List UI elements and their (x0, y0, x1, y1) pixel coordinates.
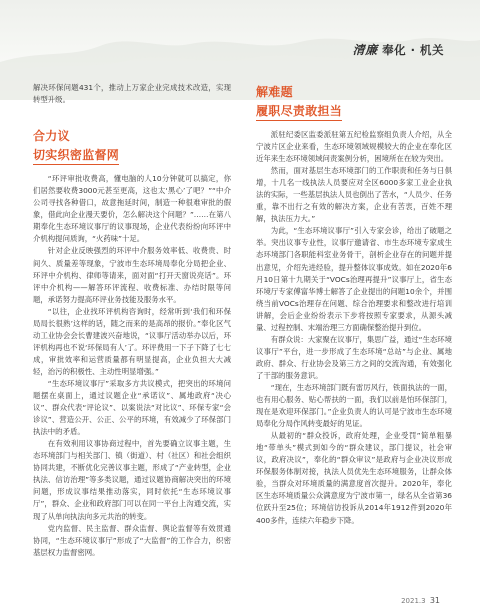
left-section-heading (33, 128, 231, 165)
left-paragraph-1: “环评审批收费高，懂电脑的人10分钟就可以搞定，你们居然要收费3000元甚至更高，这也太‘黑心’了吧？”“中介公司寻找各种借口，故意拖延时间，制造一种很难审批的假象，借此向企业漫天要价，怎么解决这个问题？”……在第八期奉化生态环境议事厅的议事现场，企业代表纷纷向环评中介机构提问质询，“火药味”十足。 (33, 174, 231, 244)
brand-logo: 清廉 (352, 43, 378, 57)
right-paragraph-4: 有群众说：大家聚在议事厅，集思广益，通过“生态环境议事厅”平台，进一步形成了生态环境“总站”与企业、属地政府、群众、行业协会及第三方之间的交流沟通，有效强化了干部的服务意识。 (256, 334, 453, 380)
right-section-heading (256, 84, 452, 121)
left-paragraph-5: 在有效利用议事协商过程中，首先要确立议事主题，生态环境部门与相关部门、镇（街道）、村（社区）和社会组织协同共建，不断优化完善议事主题，形成了“产业转型，企业执法、信访治理”等多类议题，通过议题协商解决突出的环境问题，形成议事结果推动落实，同时依托“生态环境议事厅”，群众、企业和政府部门可以在同一平台上沟通交流，实现了从单向执法向多元共治的转变。 (33, 439, 231, 521)
page-number: 31 (429, 596, 440, 605)
left-paragraph-6: 党内监督、民主监督、群众监督、舆论监督等有效贯通协同，“生态环境议事厅”形成了“大监督”的工作合力，织密基层权力监督密网。 (33, 523, 231, 557)
page-footer (401, 596, 440, 605)
issue-date: 2021.3 (401, 597, 426, 605)
left-section-subtitle: 切实织密监督网 (33, 147, 119, 165)
left-section-title: 合力议 (33, 129, 70, 144)
left-lead-paragraph: 解决环保问题431个，推动上万家企业完成技术改造，实现转型升级。 (33, 83, 231, 105)
right-paragraph-1: 派驻纪委区监委派驻第五纪检监察组负责人介绍，从全宁波片区企业来看，生态环境领域规模较大的企业在奉化区近年来生态环境领域问责案例分析，困境所在在较为突出。 (256, 130, 452, 164)
right-section-title: 解难题 (256, 85, 293, 99)
right-paragraph-5: “现在，生态环境部门既有雷厉风行，铁面执法的一面，也有用心服务、贴心帮扶的一面，我们以前是怕环保部门，现在是欢迎环保部门。”企业负责人的认可是宁波市生态环境局奉化分局作风转变最好的见证。 (256, 382, 453, 429)
right-column (256, 82, 452, 527)
left-paragraph-4: “生态环境议事厅”采取多方共议模式，把突出的环境问题摆在桌面上，通过议题企业“承诺议”、属地政府“决心议”、群众代表“评论议”、以案说法“对比议”、环保专家“会诊议”、营造公开、公正、公平的环境，有效减少了环保部门执法中的矛盾。 (33, 378, 231, 437)
left-paragraph-3: “以往，企业找环评机构咨询时，经常听到‘我们和环保局局长很熟’这样的话，随之而来的是高昂的报价。”奉化区气动工业协会会长曹建波兴奋地说，“议事厅活动举办以后，环评机构再也不说‘环保局有人’了。环评费用一下子下降了七七成，审批效率和运营质量都有明显提高，企业负担大大减轻，治污的积极性、主动性明显增强。” (33, 306, 231, 376)
left-column (33, 82, 231, 559)
right-paragraph-6: 从最初的“群众投诉，政府处理，企业受罚”简单粗暴地“带单头”模式到如今的“群众建议，部门提议，社会审议，政府决议”，奉化的“群众审议”是政府与企业决议形成环保服务体制对接，执法人员优先生态环境服务，让群众体验，当群众对环境质量的满意度首次提升。2020年，奉化区生态环境质量公众满意度为宁波市第一，绿名从全省第36位跃升至25位；环境信访投诉从2014年1912件到2020年400多件，连续六年稳步下降。 (256, 431, 452, 525)
right-paragraph-2: 然而，面对基层生态环境部门的工作职责和任务与日俱增，十几名一线执法人员要应对全区6000多家工业企业执法的实际，一些基层执法人员也倒出了苦水，“人员少、任务重，靠不出行之有效的解决方案，企业有苦衷，百姓不理解，执法压力大。” (256, 166, 452, 224)
right-paragraph-3: 为此，“生态环境议事厅”引入专家会诊，给出了破题之举。突出议事专业性，议事厅邀请省、市生态环境专家成生态环境部门各职能科室业务骨干，剖析企业存在的问题并提出意见，介绍先进经验，提升整体议事成效。如在2020年6月10日第十九期关于“VOCs治理再提升”议事厅上，省生态环境厅专家傅富华博士解答了企业提出的问题10余个，并围绕当前VOCs治理存在问题、综合治理要求和整改进行培训讲解，会后企业纷纷表示下步将按照专家要求，从源头减量、过程控制、末端治理三方面确保整治提升到位。 (256, 226, 452, 332)
left-paragraph-2: 针对企业反映强烈的环评中介服务效率低、收费贵、时间久、质量差等现象，宁波市生态环境局奉化分局把企业、环评中介机构、律师等请来，面对面“打开天窗说亮话”。环评中介机构——解答环评流程、收费标准、办结时限等问题，承诺努力提高环评业务技能及服务水平。 (33, 246, 231, 304)
brand-title (353, 41, 444, 58)
brand-text: 奉化 · 机关 (382, 43, 444, 57)
right-section-subtitle: 履职尽责敢担当 (256, 103, 342, 121)
